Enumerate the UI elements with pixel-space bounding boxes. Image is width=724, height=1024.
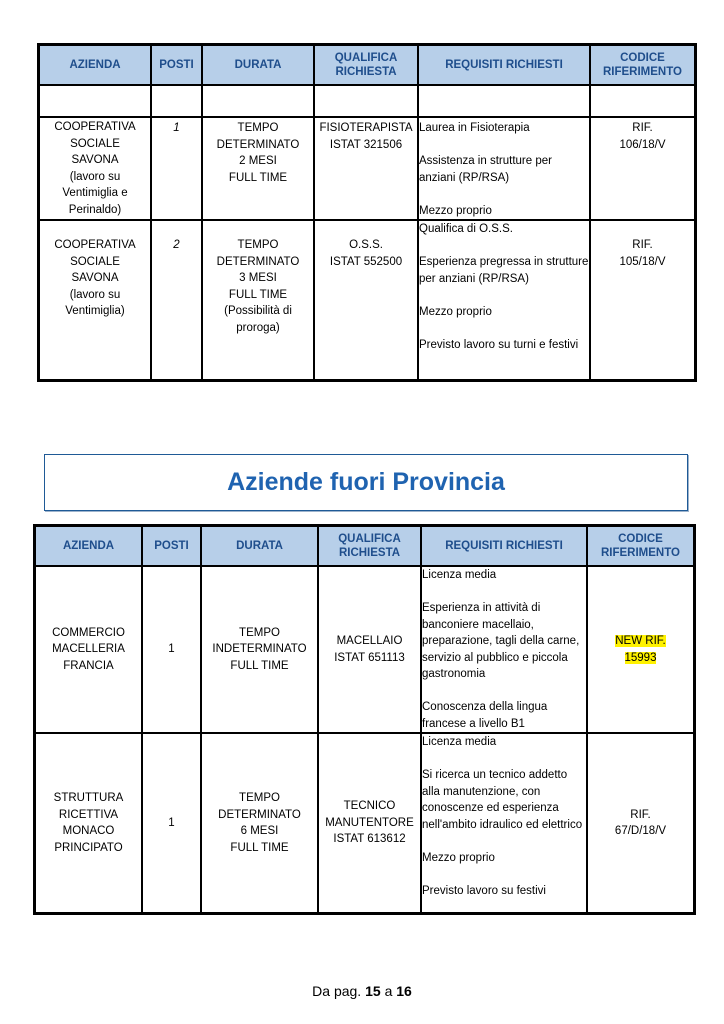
cell-line: Previsto lavoro su festivi [422, 884, 546, 897]
durata-cell [202, 117, 314, 220]
cell-line: Mezzo proprio [422, 851, 495, 864]
footer-total: 16 [396, 983, 412, 999]
cell-line: MONACO [62, 825, 115, 837]
col-posti: POSTI [142, 526, 201, 566]
cell-line: Ventimiglia) [65, 305, 125, 317]
requisiti-cell [418, 220, 590, 380]
table-row [35, 566, 694, 733]
cell-line [588, 633, 693, 650]
cell-line: DETERMINATO [216, 138, 300, 151]
cell-line: TEMPO [237, 239, 279, 251]
cell-line: Esperienza pregressa in strutture per anziani (RP/RSA) [419, 256, 589, 285]
cell-line: Mezzo proprio [419, 204, 492, 217]
cell-line: FRANCIA [63, 659, 114, 672]
cell-line: Laurea in Fisioterapia [419, 122, 530, 134]
qualifica-cell [314, 220, 418, 380]
durata-cell [201, 733, 318, 913]
highlighted-text: NEW RIF. [615, 635, 666, 647]
cell-line: MACELLERIA [52, 643, 125, 656]
cell-line: DETERMINATO [216, 255, 300, 268]
col-azienda: AZIENDA [35, 526, 142, 566]
col-qualifica: QUALIFICA RICHIESTA [318, 526, 421, 566]
cell-line: TEMPO [239, 792, 280, 804]
col-durata: DURATA [202, 45, 314, 85]
cell-line: COMMERCIO [52, 626, 125, 639]
table-row [39, 220, 695, 380]
cell-line: RIF. [632, 239, 653, 251]
cell-line: Esperienza in attività di banconiere macellaio, preparazione, tagli della carne, servizio al pubblico e piccola gastronomia [422, 602, 580, 680]
blank-line [422, 751, 586, 768]
cell-line: MACELLAIO [336, 635, 403, 647]
table-header-row [39, 45, 695, 85]
cell-line: Mezzo proprio [419, 305, 492, 318]
cell-line: TEMPO [237, 122, 279, 134]
blank-line [419, 238, 589, 255]
cell-line [588, 650, 693, 667]
cell-line: 67/D/18/V [614, 825, 667, 837]
cell-line: SOCIALE [70, 255, 120, 268]
highlighted-text: 15993 [624, 651, 657, 664]
cell-line: COOPERATIVA [54, 239, 136, 251]
qualifica-cell [318, 566, 421, 733]
col-codice: CODICE RIFERIMENTO [590, 45, 695, 85]
cell-line: ISTAT 613612 [333, 833, 406, 846]
cell-line: Conoscenza della lingua francese a livello B1 [422, 701, 548, 730]
col-posti: POSTI [151, 45, 202, 85]
cell-line: O.S.S. [349, 239, 383, 251]
cell-line: Licenza media [422, 569, 497, 581]
col-requisiti: REQUISITI RICHIESTI [421, 526, 587, 566]
requisiti-cell [418, 117, 590, 220]
cell-line: RICETTIVA [58, 808, 119, 821]
cell-line: Ventimiglia e [62, 187, 128, 199]
col-requisiti: REQUISITI RICHIESTI [418, 45, 590, 85]
blank-line [422, 833, 586, 850]
cell-line: RIF. [630, 808, 651, 821]
cell-line: FISIOTERAPISTA [319, 122, 413, 134]
cell-line: (lavoro su [69, 288, 121, 301]
cell-line: 106/18/V [619, 138, 666, 151]
cell-line: FULL TIME [230, 841, 289, 854]
cell-line: TEMPO [239, 626, 280, 639]
jobs-table-out-of-province [33, 524, 696, 915]
page-footer [0, 983, 724, 999]
cell-line: ISTAT 651113 [334, 651, 405, 664]
cell-line: SOCIALE [70, 137, 120, 150]
section-title-box [44, 454, 688, 511]
cell-line: 3 MESI [239, 272, 277, 284]
col-azienda: AZIENDA [39, 45, 151, 85]
cell-line: Qualifica di O.S.S. [419, 223, 513, 235]
codice-cell [590, 117, 695, 220]
footer-middle: a [384, 983, 393, 999]
blank-line [422, 683, 586, 700]
cell-line: Licenza media [422, 736, 497, 748]
durata-cell [202, 220, 314, 380]
azienda-cell [39, 220, 151, 380]
cell-line: RIF. [632, 122, 653, 134]
blank-line [422, 584, 586, 601]
cell-line: PRINCIPATO [54, 841, 123, 854]
posti-cell: 1 [151, 117, 202, 220]
azienda-cell [39, 117, 151, 220]
posti-cell: 1 [142, 733, 201, 913]
cell-line: FULL TIME [228, 171, 288, 184]
qualifica-cell [314, 117, 418, 220]
blank-line [419, 320, 589, 337]
cell-line: TECNICO [343, 800, 396, 813]
azienda-cell [35, 566, 142, 733]
table-header-row [35, 526, 694, 566]
cell-line: SAVONA [71, 154, 119, 166]
cell-line: 105/18/V [619, 255, 666, 268]
blank-line [419, 137, 589, 154]
cell-line: 2 MESI [239, 155, 277, 167]
codice-cell [587, 733, 694, 913]
cell-line: Previsto lavoro su turni e festivi [419, 338, 579, 351]
codice-cell [590, 220, 695, 380]
footer-prefix: Da pag. [312, 983, 362, 999]
col-qualifica: QUALIFICA RICHIESTA [314, 45, 418, 85]
qualifica-cell [318, 733, 421, 913]
table-row [39, 117, 695, 220]
cell-line: (Possibilità di [224, 305, 292, 317]
blank-line [419, 287, 589, 304]
blank-line [422, 866, 586, 883]
cell-line: INDETERMINATO [212, 643, 307, 656]
cell-line: SAVONA [71, 272, 119, 284]
col-codice: CODICE RIFERIMENTO [587, 526, 694, 566]
blank-line [419, 186, 589, 203]
cell-line: ISTAT 552500 [329, 255, 403, 268]
cell-line: MANUTENTORE [325, 816, 414, 829]
azienda-cell [35, 733, 142, 913]
col-durata: DURATA [201, 526, 318, 566]
requisiti-cell [421, 566, 587, 733]
posti-cell: 1 [142, 566, 201, 733]
cell-line: COOPERATIVA [54, 121, 136, 133]
cell-line: STRUTTURA [53, 792, 124, 804]
cell-line: 6 MESI [240, 825, 279, 837]
footer-page: 15 [365, 983, 381, 999]
cell-line: Assistenza in strutture per anziani (RP/RSA) [419, 155, 552, 184]
jobs-table-province [37, 43, 697, 382]
empty-row [39, 85, 695, 117]
cell-line: Perinaldo) [68, 203, 122, 216]
cell-line: FULL TIME [230, 659, 289, 672]
section-title: Aziende fuori Provincia [227, 468, 505, 496]
cell-line: FULL TIME [228, 288, 288, 301]
cell-line: (lavoro su [69, 170, 121, 183]
requisiti-cell [421, 733, 587, 913]
table-row [35, 733, 694, 913]
codice-cell [587, 566, 694, 733]
cell-line: Si ricerca un tecnico addetto alla manutenzione, con conoscenze ed esperienza nell'ambito idraulico ed elettrico [422, 769, 583, 831]
cell-line: ISTAT 321506 [329, 138, 403, 151]
cell-line: proroga) [236, 321, 280, 334]
posti-cell: 2 [151, 220, 202, 380]
cell-line: DETERMINATO [218, 808, 301, 821]
durata-cell [201, 566, 318, 733]
